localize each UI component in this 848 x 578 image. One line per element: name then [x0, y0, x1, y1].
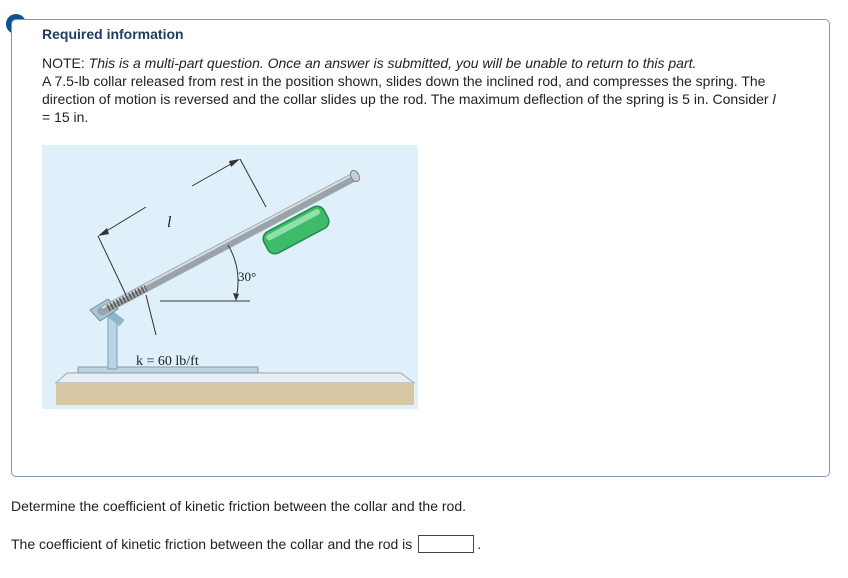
table-base: [56, 383, 414, 405]
spring-label-leader: [146, 295, 156, 335]
rod-highlight: [102, 174, 354, 308]
figure-drawing: [42, 145, 418, 409]
consider-equation: = 15 in.: [42, 109, 89, 125]
description-paragraph: [42, 72, 782, 126]
answer-input[interactable]: [418, 535, 474, 553]
problem-statement: [42, 54, 782, 126]
consider-variable: l: [772, 91, 776, 107]
answer-label: The coefficient of kinetic friction between the collar and the rod is: [11, 536, 413, 552]
table-top: [56, 373, 414, 383]
note-prefix: NOTE:: [42, 55, 85, 71]
angle-arrow-head: [233, 293, 239, 301]
note-paragraph: [42, 54, 782, 72]
extension-line-left: [98, 236, 126, 295]
angle-arc: [228, 245, 238, 298]
question-prompt: Determine the coefficient of kinetic friction between the collar and the rod.: [11, 498, 466, 514]
info-title: Required information: [42, 26, 184, 42]
dimension-arrow-right: [229, 159, 240, 167]
description-text: A 7.5-lb collar released from rest in the position shown, slides down the inclined rod, and compresses the spring. The direction of motion is reversed and the collar slides up the rod. The maximum deflection of the spring is 5 in. Consider: [42, 73, 769, 107]
spring-constant-label: k = 60 lb/ft: [136, 354, 199, 369]
dimension-arrow-left: [98, 228, 109, 236]
extension-line-right: [240, 159, 266, 207]
answer-row: [11, 535, 481, 553]
length-label: l: [167, 214, 172, 231]
angle-label: 30°: [238, 269, 257, 284]
answer-period: .: [477, 536, 482, 552]
note-text: This is a multi-part question. Once an answer is submitted, you will be unable to return to this part.: [88, 55, 697, 71]
collar-rod-figure: [42, 145, 418, 409]
support-post: [108, 317, 117, 369]
